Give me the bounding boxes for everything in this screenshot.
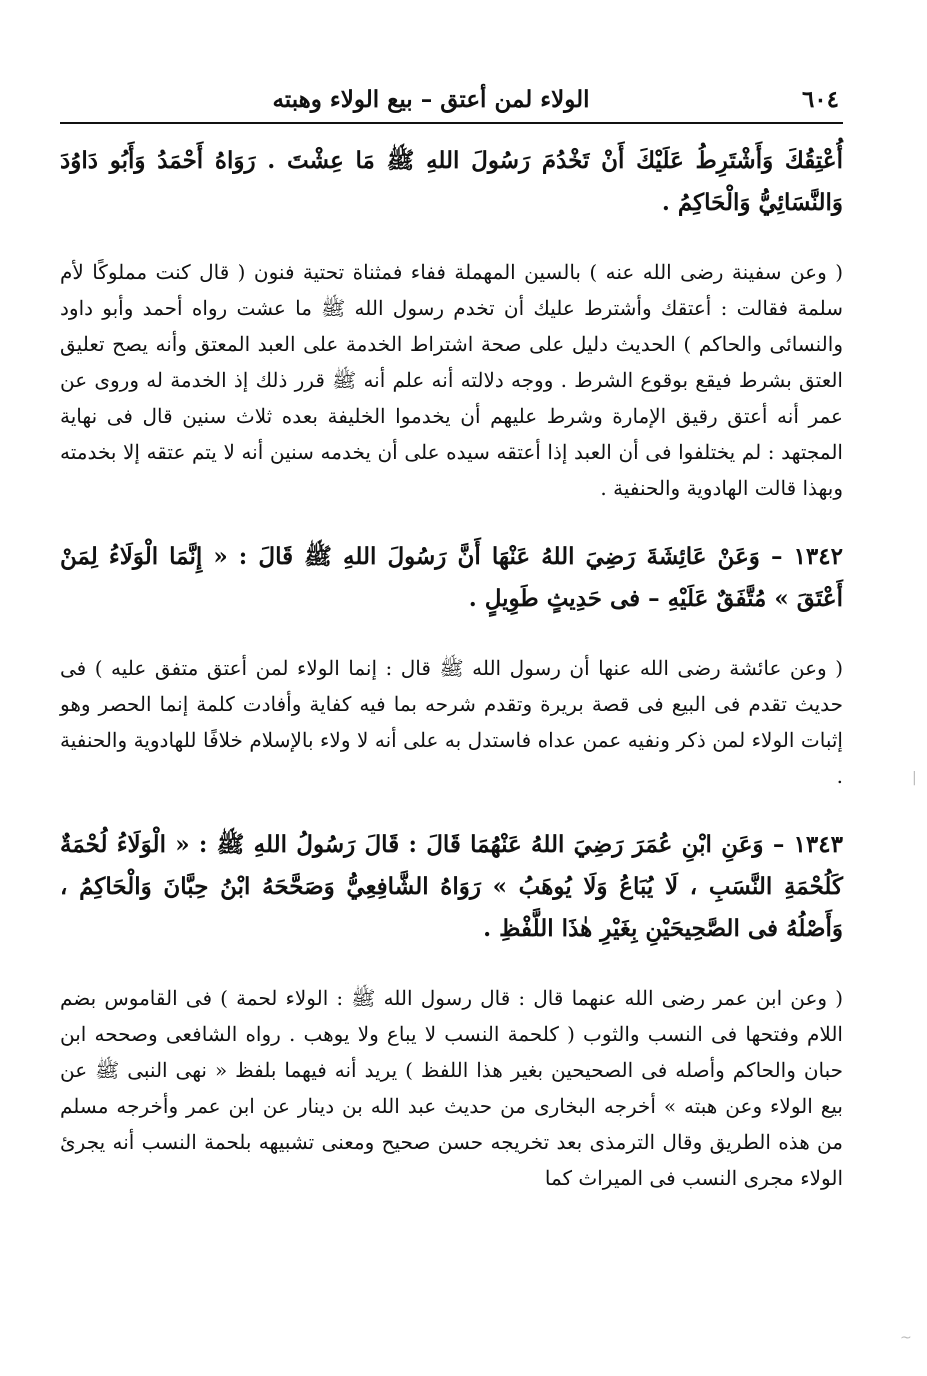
hadith-text — [60, 536, 843, 620]
commentary-paragraph — [60, 650, 843, 794]
book-page — [60, 70, 843, 1340]
hadith-text — [60, 140, 843, 224]
header-rule — [60, 122, 843, 124]
commentary-body: ( وعن ابن عمر رضى الله عنهما قال : قال رسول الله ﷺ : الولاء لحمة ) فى القاموس بضم اللام وفتحها فى النسب والثوب ( كلحمة النسب لا يباع ولا يوهب . رواه الشافعى وصححه ابن حبان والحاكم وأصله فى الصحيحين بغير هذا اللفظ ) يريد أنه فيهما بلفظ « نهى النبى ﷺ عن بيع الولاء وعن هبته » أخرجه البخارى من حديث عبد الله بن دينار عن ابن عمر وأخرجه مسلم من هذه الطريق وقال الترمذى بعد تخريجه حسن صحيح ومعنى تشبيهه بلحمة النسب أنه يجرئ الولاء مجرى النسب فى الميراث كما — [60, 986, 843, 1190]
commentary-paragraph — [60, 980, 843, 1196]
hadith-number: ١٣٤٣ – — [772, 831, 843, 858]
hadith-body: وَعَنِ ابْنِ عُمَرَ رَضِيَ اللهُ عَنْهُمَا قَالَ : قَالَ رَسُولُ اللهِ ﷺ : « الْوَلَاءُ لُحْمَةٌ كَلُحْمَةِ النَّسَبِ ، لَا يُبَاعُ وَلَا يُوهَبُ » رَوَاهُ الشَّافِعِيُّ وَصَحَّحَهُ ابْنُ حِبَّانَ وَالْحَاكِمُ ، وَأَصْلُهُ فى الصَّحِيحَيْنِ بِغَيْرِ هٰذَا اللَّفْظِ . — [60, 831, 843, 942]
page-number: ٦٠٤ — [801, 85, 839, 113]
scan-margin-mark: | — [912, 770, 917, 786]
scan-margin-mark: ~ — [900, 1330, 912, 1346]
hadith-body: أُعْتِقُكَ وَأَشْتَرِطُ عَلَيْكَ أَنْ تَخْدُمَ رَسُولَ اللهِ ﷺ مَا عِشْتَ . رَوَاهُ أَحْمَدُ وَأَبُو دَاوُدَ وَالنَّسَائِيُّ وَالْحَاكِمُ . — [60, 147, 843, 216]
commentary-body: ( وعن سفينة رضى الله عنه ) بالسين المهملة ففاء فمثناة تحتية فنون ( قال كنت مملوكًا لأم سلمة فقالت : أعتقك وأشترط عليك أن تخدم رسول الله ﷺ ما عشت رواه أحمد وأبو داود والنسائى والحاكم ) الحديث دليل على صحة اشتراط الخدمة على العبد المعتق وأنه يصح تعليق العتق بشرط فيقع بوقوع الشرط . ووجه دلالته أنه علم أنه ﷺ قرر ذلك إذ الخدمة له وروى عن عمر أنه أعتق رقيق الإمارة وشرط عليهم أن يخدموا الخليفة بعده ثلاث سنين قال فى نهاية المجتهد : لم يختلفوا فى أن العبد إذا أعتقه سيده على أن يخدمه سنين أنه لا يتم عتقه إلا بخدمته وبهذا قالت الهادوية والحنفية . — [60, 260, 843, 500]
page-body — [60, 140, 843, 1226]
running-title: الولاء لمن أعتق – بيع الولاء وهبته — [272, 85, 590, 113]
hadith-body: وَعَنْ عَائِشَةَ رَضِيَ اللهُ عَنْهَا أَنَّ رَسُولَ اللهِ ﷺ قَالَ : « إِنَّمَا الْوَلَاءُ لِمَنْ أَعْتَقَ » مُتَّفَقٌ عَلَيْهِ – فى حَدِيثٍ طَوِيلٍ . — [60, 543, 843, 612]
commentary-paragraph — [60, 254, 843, 506]
hadith-number: ١٣٤٢ – — [770, 543, 843, 570]
hadith-text — [60, 824, 843, 950]
page-header — [60, 80, 843, 118]
commentary-body: ( وعن عائشة رضى الله عنها أن رسول الله ﷺ قال : إنما الولاء لمن أعتق متفق عليه ) فى حديث تقدم فى البيع فى قصة بريرة وتقدم شرحه بما فيه كفاية وأفادت كلمة إنما الحصر وهو إثبات الولاء لمن ذكر ونفيه عمن عداه فاستدل به على أنه لا ولاء بالإسلام خلافًا للهادوية والحنفية . — [60, 656, 843, 788]
